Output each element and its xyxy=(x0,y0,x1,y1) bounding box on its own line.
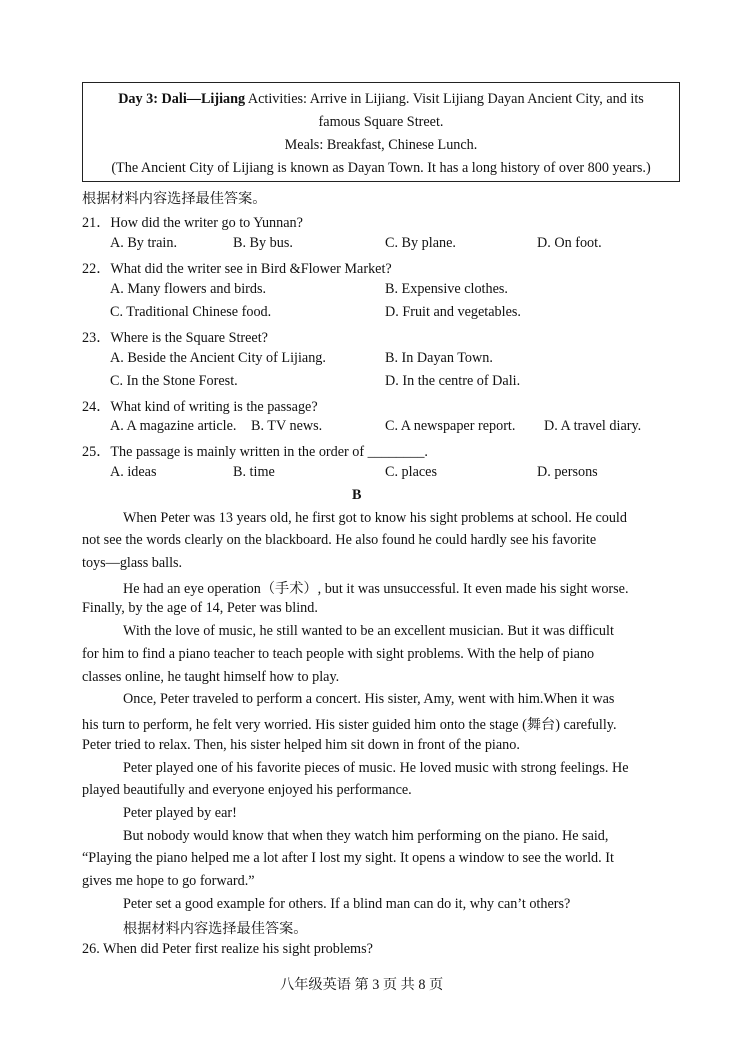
itinerary-line-2: famous Square Street. xyxy=(318,114,444,130)
question-24 xyxy=(82,396,318,416)
question-23 xyxy=(82,327,268,347)
question-text: What did the writer see in Bird &Flower Market? xyxy=(110,261,392,277)
passage-line: gives me hope to go forward.” xyxy=(82,873,255,889)
question-number: 21． xyxy=(82,215,111,231)
question-text: How did the writer go to Yunnan? xyxy=(110,215,303,231)
passage-line: played beautifully and everyone enjoyed his performance. xyxy=(82,782,412,798)
q21-option-c[interactable]: C. By plane. xyxy=(385,235,456,251)
question-26: 26. When did Peter first realize his sight problems? xyxy=(82,941,373,957)
passage-line: Peter tried to relax. Then, his sister helped him sit down in front of the piano. xyxy=(82,737,520,753)
question-text: Where is the Square Street? xyxy=(110,330,268,346)
itinerary-activities: Activities: Arrive in Lijiang. Visit Lijiang Dayan Ancient City, and its xyxy=(245,91,644,107)
q24-option-a[interactable]: A. A magazine article. xyxy=(110,418,237,434)
itinerary-line-1 xyxy=(83,91,679,108)
section-b-title: B xyxy=(352,487,362,503)
itinerary-note: (The Ancient City of Lijiang is known as Dayan Town. It has a long history of over 800 years.) xyxy=(111,160,651,176)
q22-option-d[interactable]: D. Fruit and vegetables. xyxy=(385,304,521,320)
passage-line: Peter set a good example for others. If a blind man can do it, why can’t others? xyxy=(123,896,571,912)
question-number: 22． xyxy=(82,261,111,277)
question-text: The passage is mainly written in the order of ________. xyxy=(110,444,428,460)
instruction-a: 根据材料内容选择最佳答案。 xyxy=(82,191,267,207)
q25-option-b[interactable]: B. time xyxy=(233,464,275,480)
passage-line: Peter played one of his favorite pieces of music. He loved music with strong feelings. He xyxy=(123,760,629,776)
q21-option-d[interactable]: D. On foot. xyxy=(537,235,602,251)
passage-line: classes online, he taught himself how to play. xyxy=(82,669,340,685)
passage-line: But nobody would know that when they watch him performing on the piano. He said, xyxy=(123,828,609,844)
passage-line: not see the words clearly on the blackboard. He also found he could hardly see his favorite xyxy=(82,532,597,548)
q21-option-b[interactable]: B. By bus. xyxy=(233,235,293,251)
passage-line: Finally, by the age of 14, Peter was blind. xyxy=(82,600,318,616)
q23-option-b[interactable]: B. In Dayan Town. xyxy=(385,350,493,366)
q24-option-b[interactable]: B. TV news. xyxy=(251,418,323,434)
q25-option-a[interactable]: A. ideas xyxy=(110,464,157,480)
passage-line: his turn to perform, he felt very worried. His sister guided him onto the stage (舞台) carefully. xyxy=(82,717,617,733)
passage-line: He had an eye operation（手术）, but it was unsuccessful. It even made his sight worse. xyxy=(123,581,629,597)
q25-option-c[interactable]: C. places xyxy=(385,464,438,480)
passage-line: When Peter was 13 years old, he first got to know his sight problems at school. He could xyxy=(123,510,627,526)
instruction-b: 根据材料内容选择最佳答案。 xyxy=(123,921,308,937)
passage-line: toys—glass balls. xyxy=(82,555,183,571)
passage-line: With the love of music, he still wanted to be an excellent musician. But it was difficult xyxy=(123,623,614,639)
question-number: 24． xyxy=(82,399,111,415)
q22-option-b[interactable]: B. Expensive clothes. xyxy=(385,281,508,297)
q23-option-c[interactable]: C. In the Stone Forest. xyxy=(110,373,238,389)
page-footer: 八年级英语 第 3 页 共 8 页 xyxy=(280,977,444,993)
question-number: 25． xyxy=(82,444,111,460)
question-22 xyxy=(82,258,392,278)
question-text: What kind of writing is the passage? xyxy=(110,399,318,415)
passage-line: for him to find a piano teacher to teach people with sight problems. With the help of piano xyxy=(82,646,595,662)
q22-option-c[interactable]: C. Traditional Chinese food. xyxy=(110,304,272,320)
q22-option-a[interactable]: A. Many flowers and birds. xyxy=(110,281,267,297)
itinerary-meals: Meals: Breakfast, Chinese Lunch. xyxy=(284,137,478,153)
passage-line: “Playing the piano helped me a lot after I lost my sight. It opens a window to see the world. It xyxy=(82,850,614,866)
question-number: 23． xyxy=(82,330,111,346)
q24-option-d[interactable]: D. A travel diary. xyxy=(544,418,642,434)
q25-option-d[interactable]: D. persons xyxy=(537,464,598,480)
q23-option-a[interactable]: A. Beside the Ancient City of Lijiang. xyxy=(110,350,326,366)
itinerary-day-title: Day 3: Dali—Lijiang xyxy=(118,91,246,107)
q24-option-c[interactable]: C. A newspaper report. xyxy=(385,418,516,434)
question-25 xyxy=(82,441,428,461)
question-21 xyxy=(82,212,303,232)
passage-line: Once, Peter traveled to perform a concert. His sister, Amy, went with him.When it was xyxy=(123,691,615,707)
q21-option-a[interactable]: A. By train. xyxy=(110,235,177,251)
passage-line: Peter played by ear! xyxy=(123,805,237,821)
q23-option-d[interactable]: D. In the centre of Dali. xyxy=(385,373,521,389)
itinerary-box xyxy=(82,82,680,182)
